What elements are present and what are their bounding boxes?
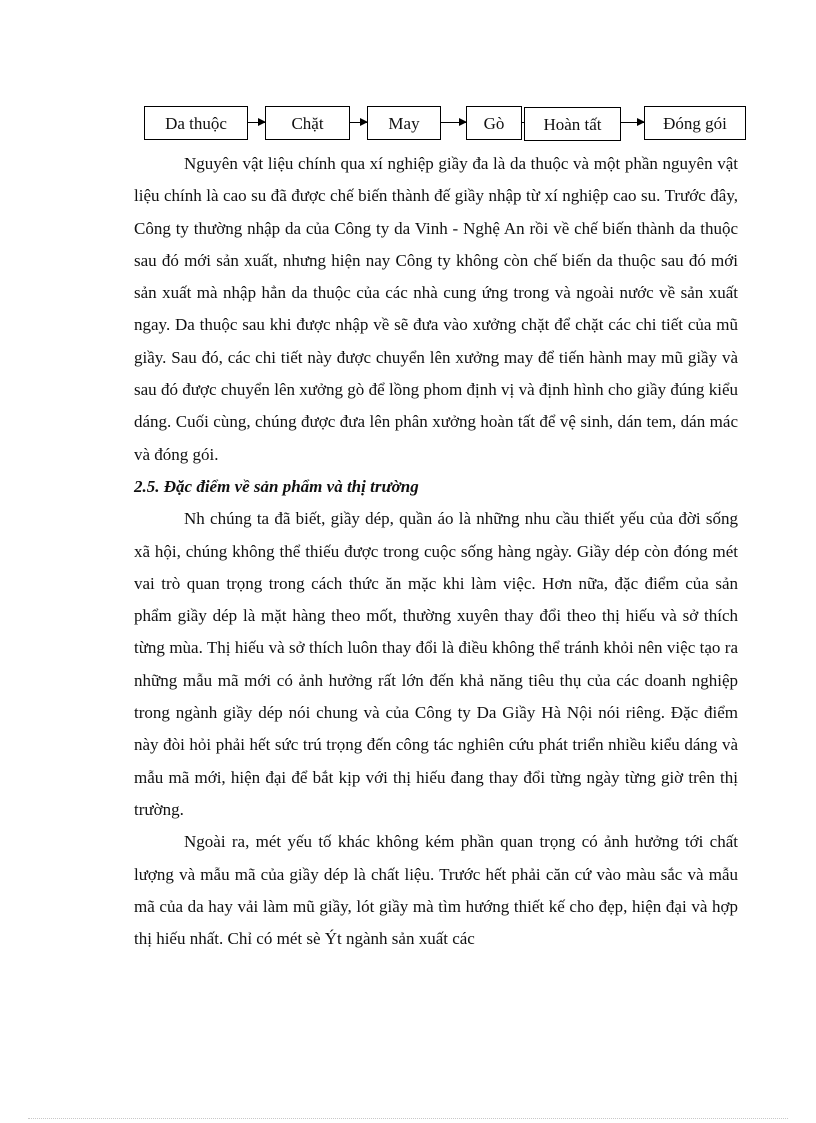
flow-arrow-2 (350, 122, 367, 123)
flow-step-may: May (367, 106, 441, 140)
production-flow-diagram (0, 0, 816, 150)
flow-arrow-1 (248, 122, 265, 123)
flow-arrow-3 (441, 122, 466, 123)
flow-step-dong-goi: Đóng gói (644, 106, 746, 140)
flow-step-chat: Chặt (265, 106, 350, 140)
flow-step-hoan-tat: Hoàn tất (524, 107, 621, 141)
page-bottom-divider (28, 1118, 788, 1119)
paragraph-production-process: Nguyên vật liệu chính qua xí nghiệp giầy đa là da thuộc và một phần nguyên vật liệu chính là cao su đã được chế biến thành đế giầy nhập từ xí nghiệp cao su. Trước đây, Công ty thường nhập da của Công ty da Vinh - Nghệ An rồi về chế biến thành da thuộc sau đó mới sản xuất, nhưng hiện nay Công ty không còn chế biến da thuộc sau đó mới sản xuất mà nhập hẳn da thuộc của các nhà cung ứng trong và ngoài nước về sản xuất ngay. Da thuộc sau khi được nhập về sẽ đưa vào xưởng chặt để chặt các chi tiết của mũ giầy. Sau đó, các chi tiết này được chuyển lên xưởng may để tiến hành may mũ giầy và sau đó được chuyển lên xưởng gò để lồng phom định vị và định hình cho giầy đúng kiểu dáng. Cuối cùng, chúng được đưa lên phân xưởng hoàn tất để vệ sinh, dán tem, dán mác và đóng gói. (134, 154, 738, 464)
flow-arrow-5 (621, 122, 644, 123)
document-body (134, 148, 738, 955)
section-heading-2-5: 2.5. Đặc điểm về sản phẩm và thị trường (134, 476, 419, 496)
paragraph-product-market: Nh chúng ta đã biết, giầy dép, quần áo là những nhu cầu thiết yếu của đời sống xã hội, chúng không thể thiếu được trong cuộc sống hàng ngày. Giầy dép còn đóng mét vai trò quan trọng trong cách thức ăn mặc khi làm việc. Hơn nữa, đặc điểm của sản phẩm giầy dép là mặt hàng theo mốt, thường xuyên thay đổi theo thị hiếu và sở thích từng mùa. Thị hiếu và sở thích luôn thay đổi là điều không thể tránh khỏi nên việc tạo ra những mẫu mã mới có ảnh hưởng rất lớn đến khả năng tiêu thụ của các doanh nghiệp trong ngành giầy dép nói chung và của Công ty Da Giầy Hà Nội nói riêng. Đặc điểm này đòi hỏi phải hết sức trú trọng đến công tác nghiên cứu phát triển nhiều kiểu dáng và mẫu mã mới, hiện đại để bắt kịp với thị hiếu đang thay đổi từng ngày từng giờ trên thị trường. (134, 509, 738, 819)
paragraph-materials: Ngoài ra, mét yếu tố khác không kém phần quan trọng có ảnh hưởng tới chất lượng và mẫu mã của giầy dép là chất liệu. Trước hết phải căn cứ vào màu sắc và mẫu mã của da hay vải làm mũ giầy, lót giầy mà tìm hướng thiết kế cho đẹp, hiện đại và hợp thị hiếu nhất. Chỉ có mét sè Ýt ngành sản xuất các (134, 832, 738, 949)
flow-step-go: Gò (466, 106, 522, 140)
flow-step-da-thuoc: Da thuộc (144, 106, 248, 140)
